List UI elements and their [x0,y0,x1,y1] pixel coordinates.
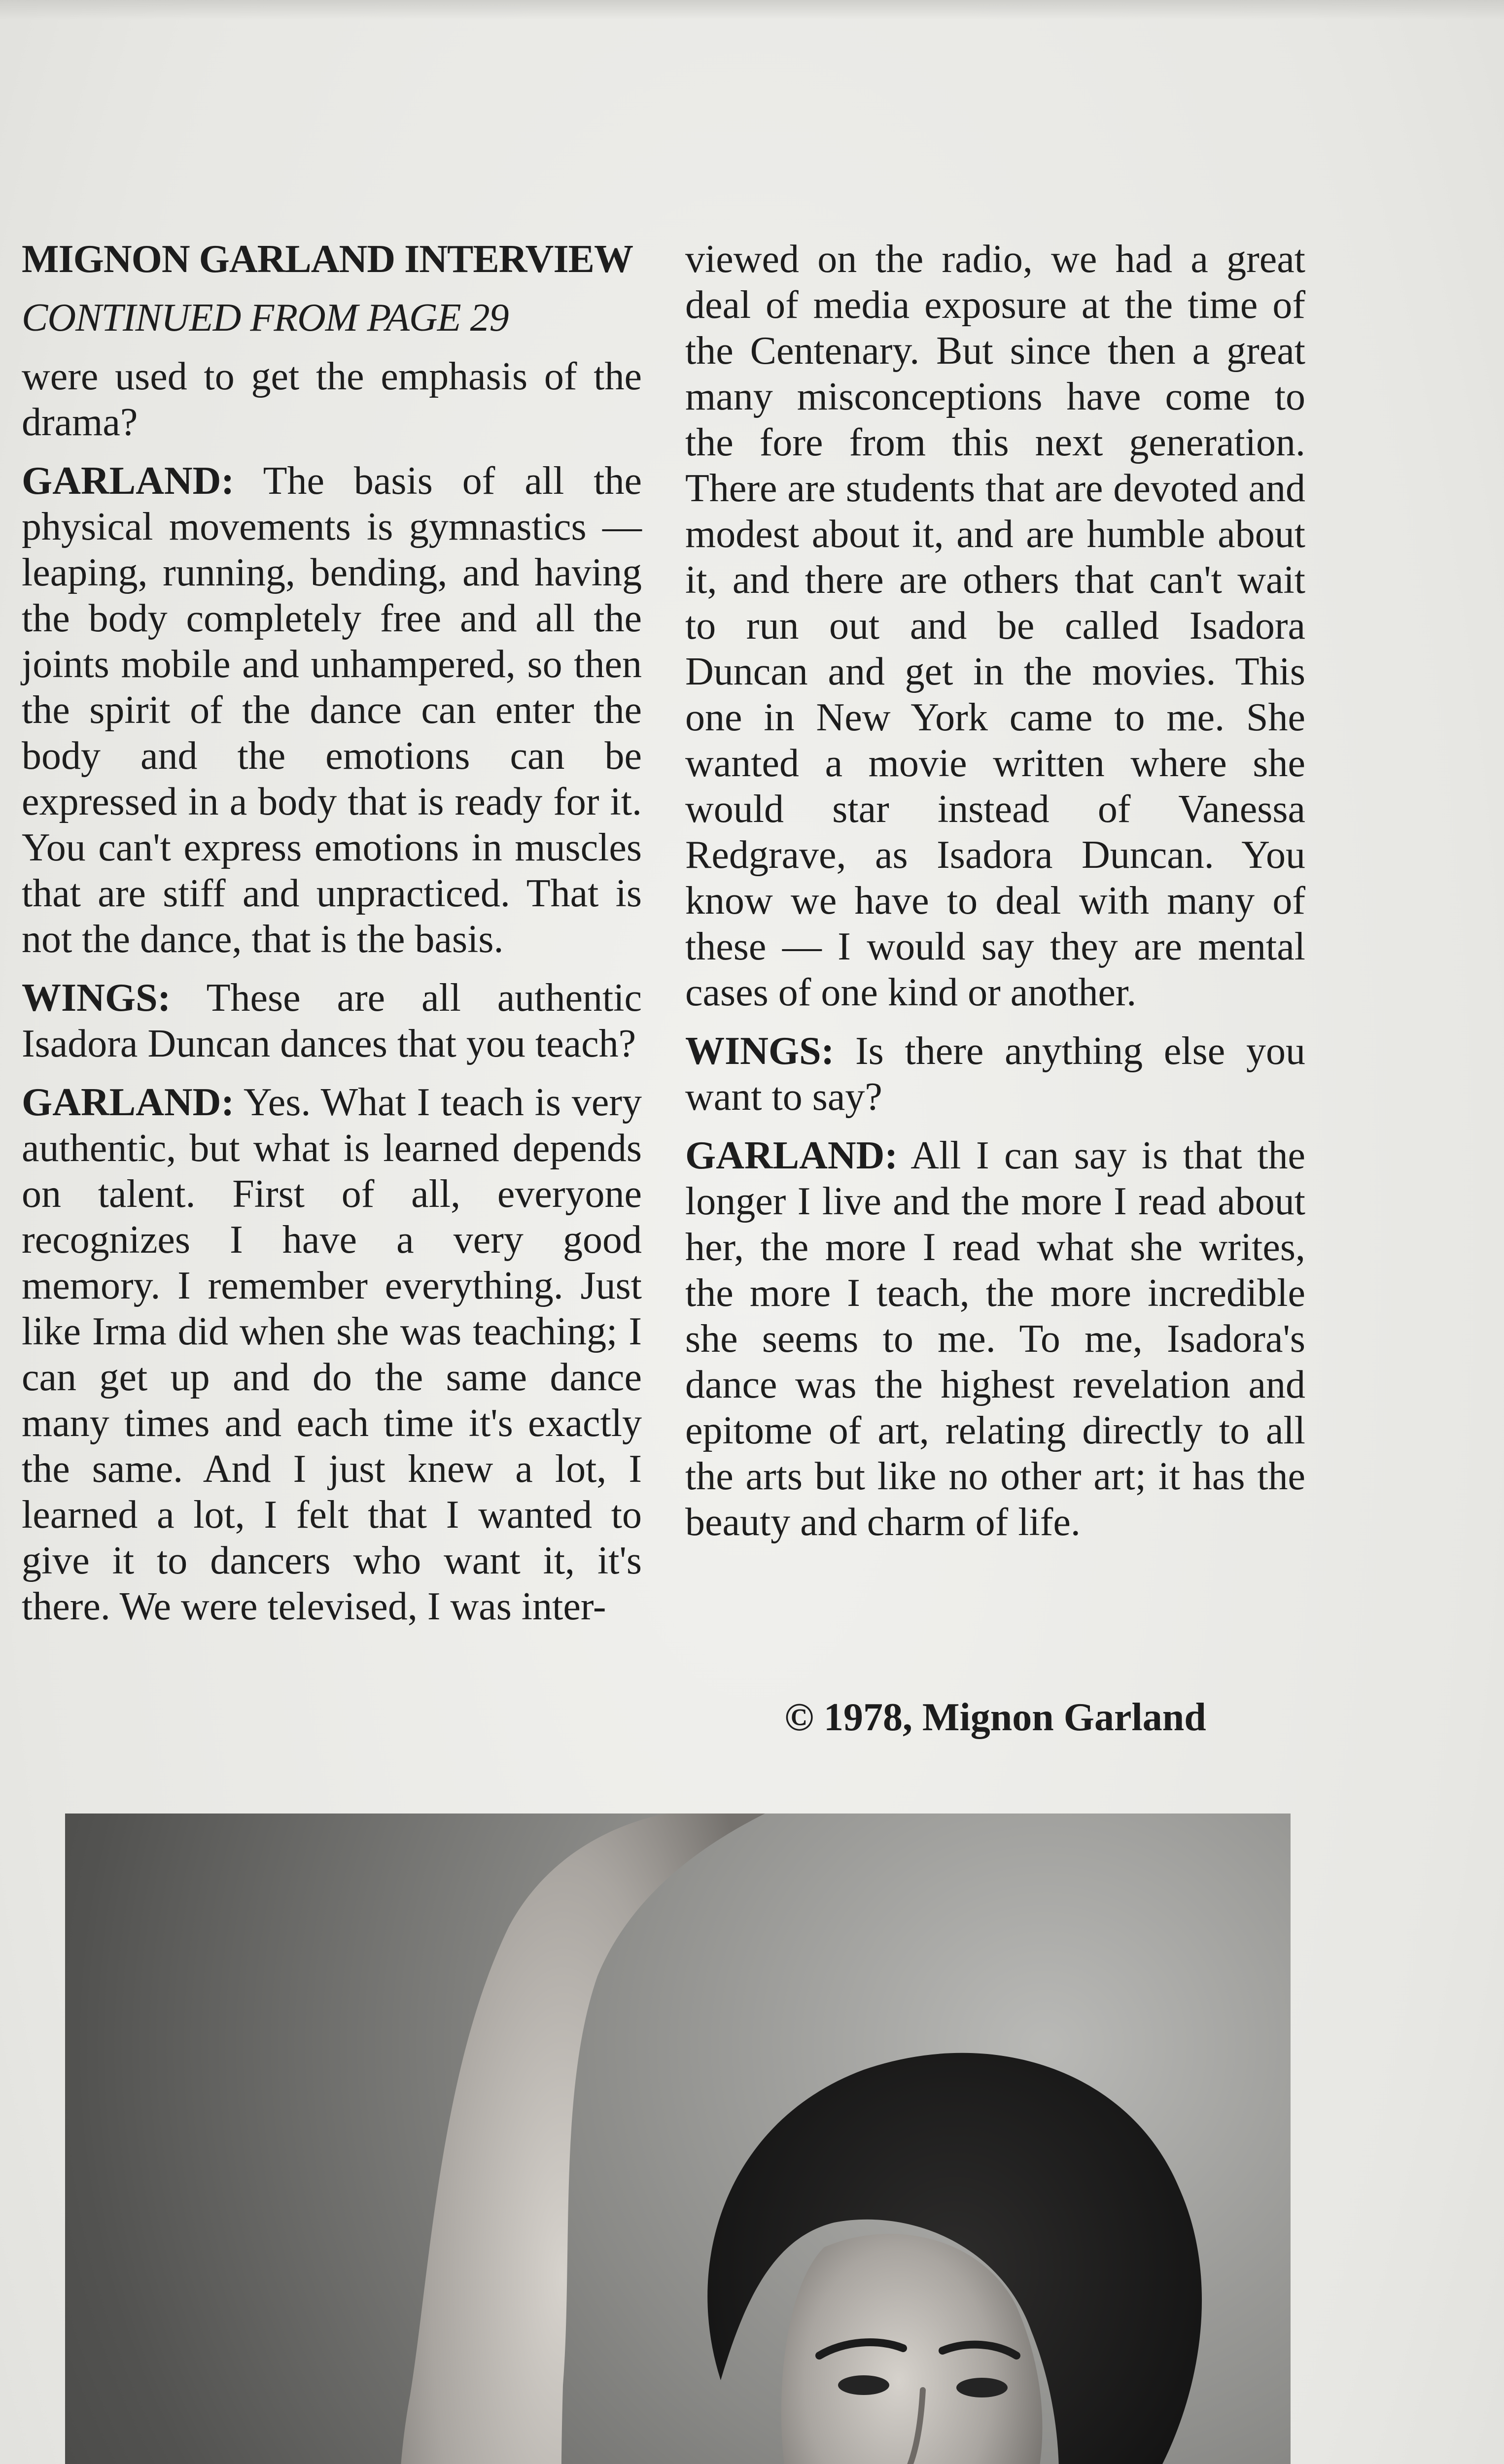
page-top-edge [0,0,1504,20]
left-intro-paragraph: were used to get the emphasis of the drama? [22,355,642,444]
left-eye [838,2375,889,2395]
right-intro-paragraph: viewed on the radio, we had a great deal of media exposure at the time of the Centenary. But since then a great many misconceptions have come to the fore from this next generation. There are students that are devoted and modest about it, and are humble about it, and there are others that can't wait to run out and be called Isadora Duncan and get in the movies. This one in New York came to me. She wanted a movie written where she would star instead of Vanessa Redgrave, as Isadora Duncan. You know we have to deal with many of these — I would say they are mental cases of one kind or another. [685,238,1305,1014]
speaker-label: GARLAND: [685,1134,898,1177]
speaker-label: WINGS: [22,976,171,1020]
raised-arm [398,1814,765,2464]
dancer-photograph [65,1814,1291,2464]
article-title: MIGNON GARLAND INTERVIEW [22,238,633,281]
right-column [685,237,1305,1558]
left-paragraph-3 [22,1080,642,1630]
speaker-label: GARLAND: [22,459,235,503]
paragraph-text: Yes. What I teach is very authentic, but what is learned depends on talent. First of all, everyone recognizes I have a very good memory. I remember everything. Just like Irma did when she was teaching; I can get up and do the same dance many times and each time it's exactly the same. And I just knew a lot, I learned a lot, I felt that I wanted to give it to dancers who want it, it's there. We were televised, I was inter- [22,1081,642,1628]
paragraph-text: All I can say is that the longer I live and the more I read about her, the more I read what she writes, the more I teach, the more incredible she seems to me. To me, Isadora's dance was the highest revelation and epitome of art, relating directly to all the arts but like no other art; it has the beauty and charm of life. [685,1134,1305,1544]
paragraph-text: Is there anything else you want to say? [685,1029,1305,1119]
speaker-label: GARLAND: [22,1081,235,1124]
article-copyright: © 1978, Mignon Garland [784,1696,1206,1739]
left-column [22,237,642,1643]
left-paragraph-2 [22,975,642,1067]
paragraph-text: The basis of all the physical movements is gymnastics — leaping, running, bending, and having the body completely free and all the joints mobile and unhampered, so then the spirit of the dance can enter the body and the emotions can be expressed in a body that is ready for it. You can't express emotions in muscles that are stiff and unpracticed. That is not the dance, that is the basis. [22,459,642,961]
dancer-illustration [65,1814,1291,2464]
right-eye [956,2378,1008,2397]
right-paragraph-2 [685,1133,1305,1545]
continued-note: CONTINUED FROM PAGE 29 [22,296,509,340]
left-paragraph-1 [22,458,642,962]
right-paragraph-1 [685,1028,1305,1120]
paragraph-text: These are all authentic Isadora Duncan dances that you teach? [22,976,642,1065]
speaker-label: WINGS: [685,1029,835,1073]
